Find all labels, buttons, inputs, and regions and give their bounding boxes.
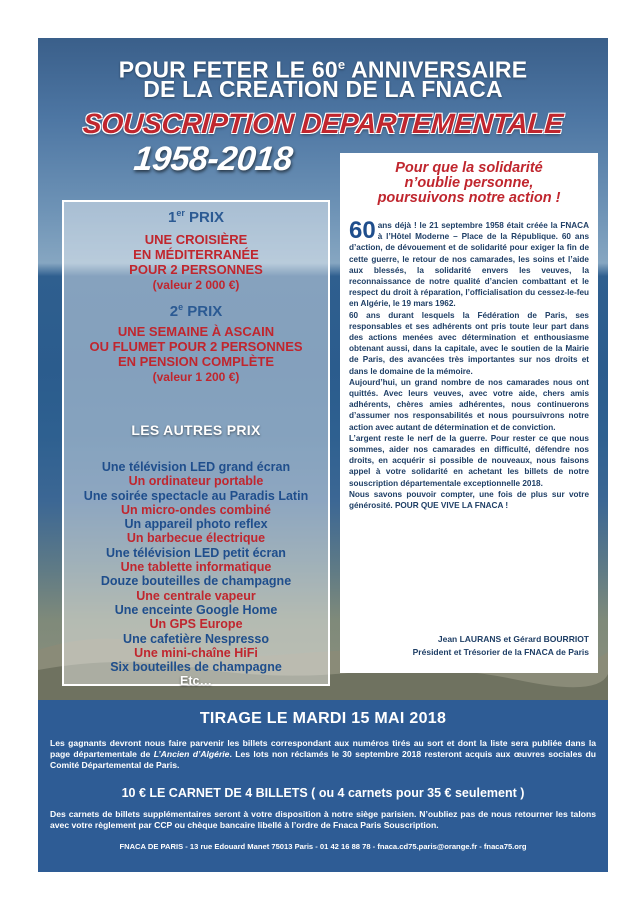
letter-paragraph: L’argent reste le nerf de la guerre. Pour rester ce que nous sommes, aider nos camarades en difficulté, défendre nos droits, en acquérir si possible de nouveaux, nous faisons appel à votre solidarité en achetant les billets de notre souscription départementale exceptionnelle 2018. (349, 433, 589, 488)
other-prize-item: Un ordinateur portable (128, 474, 264, 489)
souscription-title: SOUSCRIPTION DEPARTEMENTALE (81, 108, 565, 139)
other-prize-item: Etc… (180, 674, 212, 689)
letter-body (349, 217, 589, 511)
first-prize-line: UNE CROISIÈRE (144, 232, 248, 247)
headline-line-1: POUR FETER LE 60e ANNIVERSAIRE (118, 56, 528, 83)
other-prize-item: Un barbecue électrique (126, 531, 266, 546)
other-prize-item: Un micro-ondes combiné (120, 502, 272, 517)
headline-line-2: DE LA CREATION DE LA FNACA (143, 76, 503, 102)
first-prize-line: EN MÉDITERRANÉE (133, 247, 259, 262)
other-prize-item: Douze bouteilles de champagne (100, 574, 292, 589)
other-prize-item: Une enceinte Google Home (114, 602, 278, 617)
draw-title: TIRAGE LE MARDI 15 MAI 2018 (199, 710, 447, 727)
ticket-price: 10 € LE CARNET DE 4 BILLETS ( ou 4 carnets pour 35 € seulement ) (121, 786, 525, 800)
letter-panel (340, 153, 598, 673)
big-60: 60 (349, 217, 376, 244)
winners-paragraph: Les gagnants devront nous faire parvenir les billets correspondant aux numéros tirés au sort et dont la liste sera publiée dans la page départementale de L’Ancien d’Algérie. Les lots non réclamés le 30 septembre 2018 resteront acquis aux œuvres sociales du Comité Départemental de Paris. (50, 738, 596, 770)
other-prize-item: Une mini-chaîne HiFi (134, 645, 258, 660)
other-prizes-title: LES AUTRES PRIX (131, 422, 261, 438)
letter-paragraph: 60 ans durant lesquels la Fédération de Paris, ses responsables et ses adhérents ont pris toute leur part dans des actions menées avec détermination et enthousiasme obtenant aussi, dans la capitale, avec le soutien de la Mairie de Paris, des avancées très importantes sur nos droits et dans le domaine de la mémoire. (349, 310, 589, 376)
prize-panel (62, 200, 330, 689)
signature: Jean LAURANS et Gérard BOURRIOT Président et Trésorier de la FNACA de Paris (412, 634, 589, 657)
second-prize-line: OU FLUMET POUR 2 PERSONNES (89, 339, 303, 354)
poster (38, 38, 608, 700)
second-prize-line: UNE SEMAINE À ASCAIN (117, 324, 275, 339)
other-prize-item: Une cafetière Nespresso (123, 631, 269, 646)
other-prize-item: Une télévision LED petit écran (106, 545, 286, 560)
other-prize-item: Un GPS Europe (149, 617, 243, 632)
letter-paragraph: Nous savons pouvoir compter, une fois de plus sur votre générosité. POUR QUE VIVE LA FNACA ! (349, 489, 589, 511)
years-title: 1958-2018 (132, 140, 295, 178)
first-prize-value: (valeur 2 000 €) (152, 278, 240, 292)
first-prize-line: POUR 2 PERSONNES (129, 262, 263, 277)
other-prize-item: Une soirée spectacle au Paradis Latin (83, 488, 309, 503)
other-prize-item: Une centrale vapeur (136, 588, 256, 603)
draw-info-panel (38, 700, 608, 872)
other-prize-item: Six bouteilles de champagne (110, 660, 282, 675)
letter-paragraph: Aujourd’hui, un grand nombre de nos camarades nous ont quittés. Avec leurs veuves, avec votre aide, chers amis adhérents, chères amies adhérentes, nous continuerons d’assumer nos responsabilités et nous poursuivrons notre action avec autant de détermination et de conviction. (349, 377, 589, 432)
letter-paragraph: 60 ans déjà ! le 21 septembre 1958 était créée la FNACA à l’Hôtel Moderne – Place de la République. 60 ans d’action, de dévouement et de solidarité pour exiger la fin de cette guerre, le retour de nos camarades, les soins et l’aide aux blessés, la solidarité envers les veuves, la reconnaissance de notre qualité d’ancien combattant et le respect du droit à réparation, l’officialisation du cessez-le-feu en Algérie, le 19 mars 1962. (349, 217, 589, 309)
second-prize-title: 2e PRIX (169, 302, 223, 320)
second-prize-value: (valeur 1 200 €) (152, 370, 240, 384)
letter-title: Pour que la solidarité n’oublie personne, poursuivons notre action ! (377, 160, 561, 206)
other-prize-item: Une tablette informatique (120, 560, 272, 575)
first-prize-title: 1er PRIX (167, 208, 225, 226)
other-prize-item: Un appareil photo reflex (124, 517, 268, 532)
contact-footer: FNACA DE PARIS - 13 rue Edouard Manet 75013 Paris - 01 42 16 88 78 - fnaca.cd75.paris@orange.fr - fnaca75.org (119, 842, 527, 851)
other-prizes-list (64, 460, 328, 689)
second-prize-line: EN PENSION COMPLÈTE (117, 354, 275, 369)
other-prize-item: Une télévision LED grand écran (101, 460, 291, 474)
extra-tickets-paragraph: Des carnets de billets supplémentaires seront à votre disposition à notre siège parisien. N’oubliez pas de nous retourner les talons avec votre règlement par CCP ou chèque bancaire libellé à l’ordre de Fnaca Paris Souscription. (50, 809, 596, 830)
